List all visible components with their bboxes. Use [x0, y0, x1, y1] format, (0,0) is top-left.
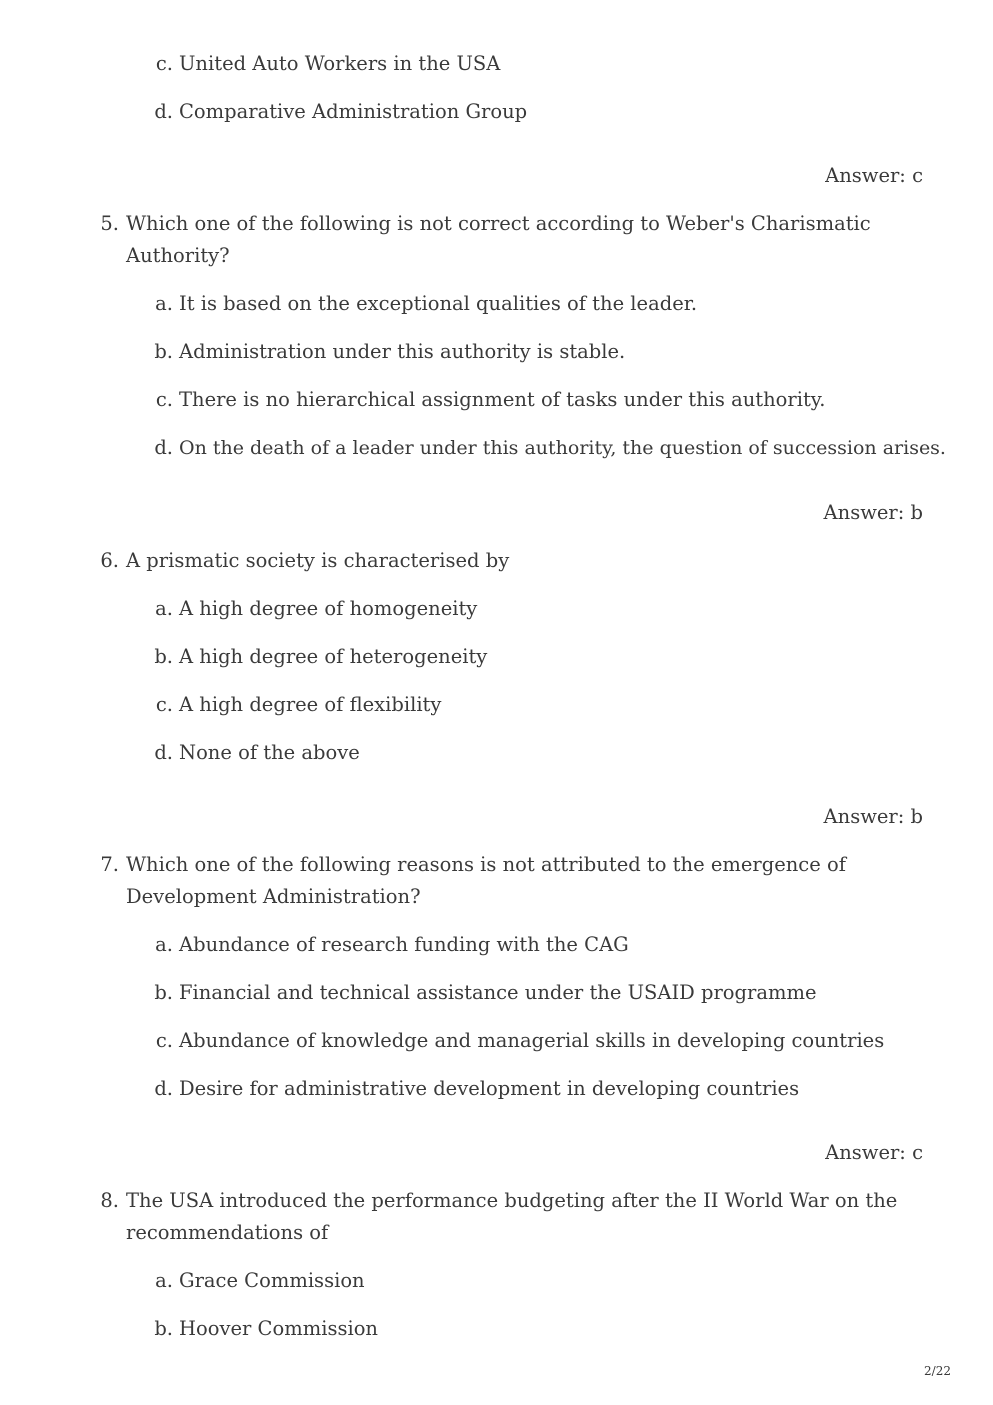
question-text: Which one of the following is not correct according to Weber's Charismatic — [126, 212, 871, 235]
option-text: There is no hierarchical assignment of tasks under this authority. — [179, 388, 826, 411]
question-number: 7. — [100, 853, 119, 876]
question-text: Authority? — [126, 244, 230, 267]
option-text: It is based on the exceptional qualities of the leader. — [179, 292, 698, 315]
option-text: A high degree of homogeneity — [179, 597, 478, 620]
option-letter: d. — [154, 100, 173, 123]
page-number: 2/22 — [924, 1364, 951, 1378]
option-letter: d. — [154, 1077, 173, 1100]
option-letter: c. — [155, 52, 173, 75]
option-text: Grace Commission — [179, 1269, 365, 1292]
option-letter: d. — [154, 741, 173, 764]
option-text: Desire for administrative development in developing countries — [179, 1077, 800, 1100]
option-text: On the death of a leader under this authority, the question of succession arises. — [179, 437, 946, 459]
question-text: recommendations of — [126, 1221, 329, 1244]
option-letter: c. — [155, 693, 173, 716]
question-text: The USA introduced the performance budgeting after the II World War on the — [126, 1189, 898, 1212]
question-text: A prismatic society is characterised by — [126, 549, 510, 572]
option-letter: b. — [154, 645, 173, 668]
answer-label: Answer: c — [825, 1141, 923, 1164]
option-text: None of the above — [179, 741, 360, 764]
option-letter: a. — [155, 1269, 173, 1292]
option-text: Abundance of knowledge and managerial skills in developing countries — [179, 1029, 885, 1052]
option-letter: a. — [155, 292, 173, 315]
option-letter: b. — [154, 1317, 173, 1340]
option-text: Administration under this authority is stable. — [179, 340, 626, 363]
option-text: Abundance of research funding with the CAG — [179, 933, 629, 956]
answer-label: Answer: b — [823, 501, 923, 524]
option-letter: b. — [154, 340, 173, 363]
question-text: Development Administration? — [126, 885, 421, 908]
option-letter: b. — [154, 981, 173, 1004]
option-text: A high degree of heterogeneity — [179, 645, 488, 668]
answer-label: Answer: b — [823, 805, 923, 828]
option-letter: c. — [155, 388, 173, 411]
option-letter: a. — [155, 933, 173, 956]
question-text: Which one of the following reasons is not attributed to the emergence of — [126, 853, 846, 876]
option-text: Hoover Commission — [179, 1317, 378, 1340]
question-number: 8. — [100, 1189, 119, 1212]
option-text: Financial and technical assistance under the USAID programme — [179, 981, 817, 1004]
question-number: 6. — [100, 549, 119, 572]
question-number: 5. — [100, 212, 119, 235]
option-text: United Auto Workers in the USA — [179, 52, 501, 75]
answer-label: Answer: c — [825, 164, 923, 187]
option-text: Comparative Administration Group — [179, 100, 528, 123]
option-letter: c. — [155, 1029, 173, 1052]
option-text: A high degree of flexibility — [179, 693, 442, 716]
option-letter: a. — [155, 597, 173, 620]
option-letter: d. — [154, 436, 173, 459]
